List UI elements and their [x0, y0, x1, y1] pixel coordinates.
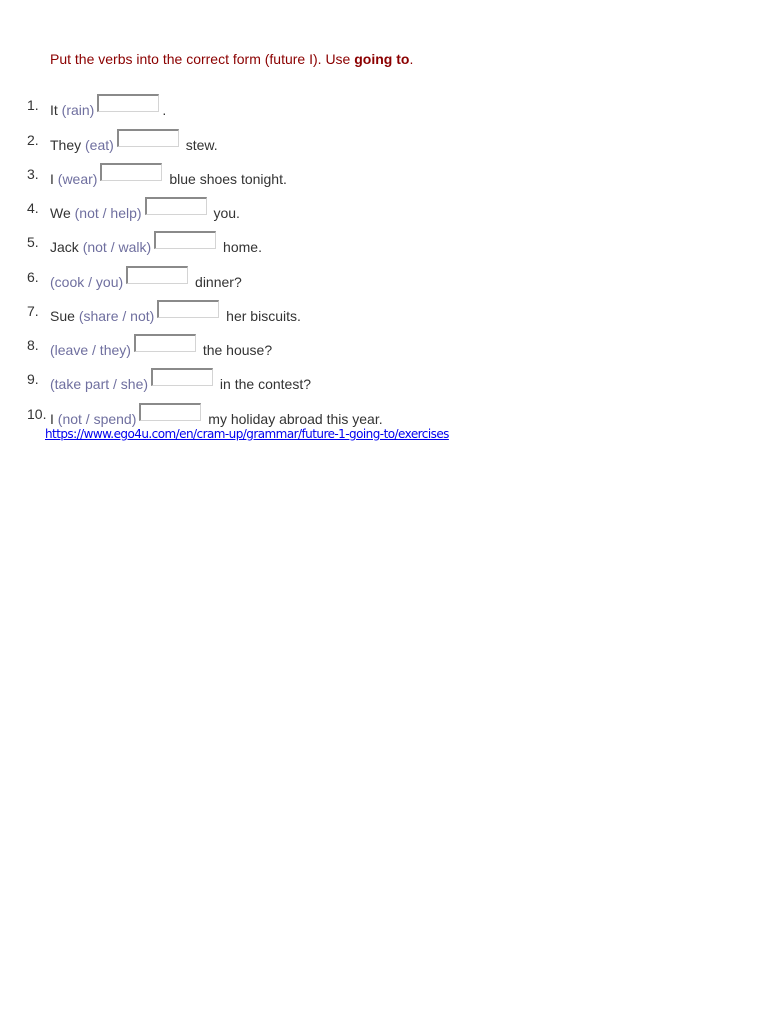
verb-hint: (rain) — [61, 102, 95, 118]
verb-hint: (cook / you) — [50, 274, 124, 290]
item-text-before: It — [50, 102, 62, 118]
item-number: 8. — [27, 337, 39, 353]
item-content — [50, 300, 301, 327]
item-content — [50, 197, 240, 224]
item-content — [50, 334, 272, 361]
item-text-before: I — [50, 171, 58, 187]
verb-hint: (not / help) — [74, 205, 142, 221]
item-text-before: Sue — [50, 308, 79, 324]
answer-input-1[interactable] — [97, 94, 159, 112]
item-content — [50, 403, 383, 430]
answer-input-7[interactable] — [157, 300, 219, 318]
item-content — [50, 129, 218, 156]
item-text-after: in the contest? — [216, 376, 311, 392]
verb-hint: (wear) — [57, 171, 98, 187]
verb-hint: (leave / they) — [50, 342, 131, 358]
verb-hint: (eat) — [85, 137, 114, 153]
source-link[interactable]: https://www.ego4u.com/en/cram-up/grammar/future-1-going-to/exercises — [45, 427, 449, 441]
item-text-before: They — [50, 137, 86, 153]
item-number: 1. — [27, 97, 39, 113]
item-number: 5. — [27, 234, 39, 250]
item-content — [50, 231, 262, 258]
item-number: 2. — [27, 132, 39, 148]
answer-input-3[interactable] — [100, 163, 162, 181]
instruction-prefix: Put the verbs into the correct form (future I). Use — [50, 51, 355, 67]
answer-input-6[interactable] — [126, 266, 188, 284]
item-text-after: dinner? — [191, 274, 242, 290]
item-text-after: the house? — [198, 342, 273, 358]
answer-input-8[interactable] — [134, 334, 196, 352]
item-text-after: blue shoes tonight. — [165, 171, 287, 187]
verb-hint: (not / walk) — [82, 239, 152, 255]
item-text-after: you. — [209, 205, 240, 221]
instruction-suffix: . — [409, 51, 414, 67]
instruction-emphasis: going to — [354, 51, 410, 67]
item-text-after: home. — [219, 239, 262, 255]
item-text-after: my holiday abroad this year. — [204, 411, 383, 427]
answer-input-5[interactable] — [154, 231, 216, 249]
verb-hint: (not / spend) — [57, 411, 137, 427]
item-text-before: Jack — [50, 239, 83, 255]
item-text-before: I — [50, 411, 58, 427]
item-number: 9. — [27, 371, 39, 387]
answer-input-4[interactable] — [145, 197, 207, 215]
item-content — [50, 368, 311, 395]
answer-input-9[interactable] — [151, 368, 213, 386]
verb-hint: (take part / she) — [50, 376, 149, 392]
verb-hint: (share / not) — [78, 308, 155, 324]
instruction-text — [50, 51, 413, 67]
item-number: 4. — [27, 200, 39, 216]
answer-input-10[interactable] — [139, 403, 201, 421]
item-text-before: We — [50, 205, 75, 221]
item-number: 6. — [27, 269, 39, 285]
item-number: 3. — [27, 166, 39, 182]
item-text-after: her biscuits. — [222, 308, 301, 324]
item-content — [50, 266, 242, 293]
item-number: 10. — [27, 406, 47, 422]
item-number: 7. — [27, 303, 39, 319]
item-content — [50, 163, 287, 190]
answer-input-2[interactable] — [117, 129, 179, 147]
item-content — [50, 94, 166, 121]
item-text-after: . — [162, 102, 167, 118]
item-text-after: stew. — [181, 137, 218, 153]
